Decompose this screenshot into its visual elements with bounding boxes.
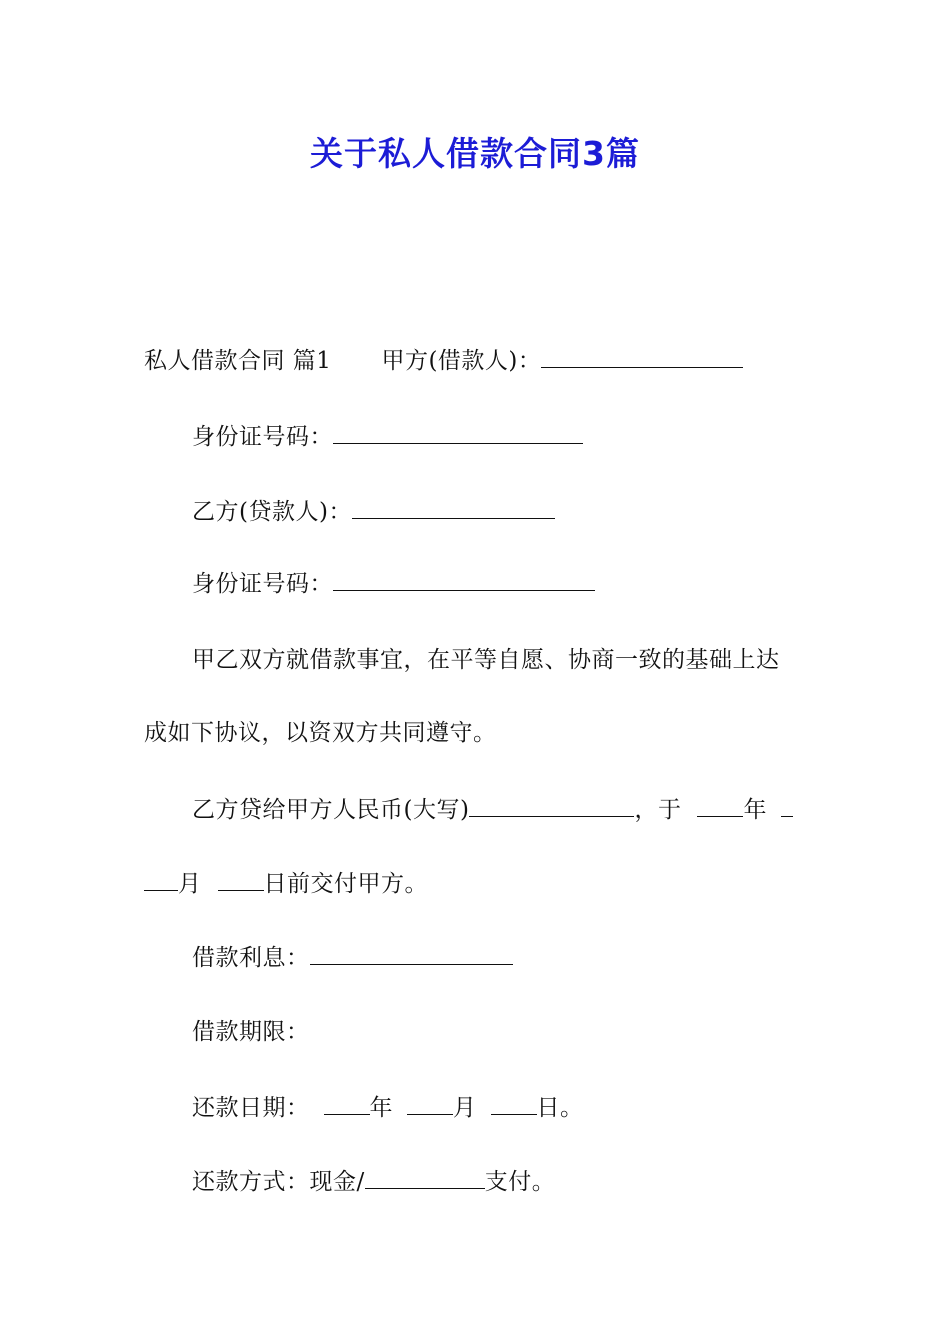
- interest-line: [192, 942, 513, 973]
- repay-month-label: 月: [453, 1095, 477, 1121]
- party-a-label: 甲方(借款人)：: [381, 348, 542, 374]
- loan-month-blank-part2: [144, 868, 178, 891]
- interest-label: 借款利息：: [192, 945, 310, 971]
- loan-amount-blank: [469, 794, 634, 817]
- repay-date-label: 还款日期：: [192, 1095, 310, 1121]
- repay-month-blank: [407, 1092, 453, 1115]
- interest-blank: [310, 942, 513, 965]
- term-line: 借款期限：: [192, 1019, 310, 1045]
- repay-method-line: [192, 1166, 555, 1197]
- party-a-id-line: [192, 421, 583, 452]
- loan-amount-label: 乙方贷给甲方人民币(大写): [192, 797, 470, 823]
- party-b-blank: [352, 496, 555, 519]
- repay-year-blank: [324, 1092, 370, 1115]
- loan-day-label: 日前交付甲方。: [263, 871, 428, 897]
- repay-method-blank: [365, 1166, 485, 1189]
- loan-amount-line: [192, 794, 793, 825]
- document-title: 关于私人借款合同3篇: [310, 134, 640, 173]
- party-b-id-blank: [333, 568, 595, 591]
- repay-year-label: 年: [369, 1095, 393, 1121]
- repay-method-label: 还款方式：现金/: [192, 1169, 365, 1195]
- repay-day-blank: [491, 1092, 537, 1115]
- repay-date-line: [192, 1092, 584, 1123]
- loan-day-blank: [218, 868, 264, 891]
- party-a-blank: [541, 345, 743, 368]
- loan-month-label: 月: [178, 871, 202, 897]
- party-b-label: 乙方(贷款人)：: [192, 499, 352, 525]
- loan-comma-text: ，于: [634, 797, 682, 823]
- repay-method-suffix: 支付。: [484, 1169, 556, 1195]
- party-a-line: [144, 345, 743, 376]
- party-b-id-line: [192, 568, 595, 599]
- party-b-line: [192, 496, 555, 527]
- loan-delivery-line: [144, 868, 428, 899]
- agreement-paragraph-line-2: 成如下协议，以资双方共同遵守。: [144, 720, 497, 746]
- party-a-id-blank: [333, 421, 583, 444]
- loan-year-blank: [697, 794, 743, 817]
- agreement-paragraph-line-1: 甲乙双方就借款事宜，在平等自愿、协商一致的基础上达: [192, 647, 780, 673]
- party-b-id-label: 身份证号码：: [192, 571, 333, 597]
- repay-day-label: 日。: [536, 1095, 584, 1121]
- section-heading: 私人借款合同 篇1: [144, 348, 332, 374]
- loan-year-label: 年: [743, 797, 767, 823]
- party-a-id-label: 身份证号码：: [192, 424, 333, 450]
- loan-month-blank-part1: [781, 794, 793, 817]
